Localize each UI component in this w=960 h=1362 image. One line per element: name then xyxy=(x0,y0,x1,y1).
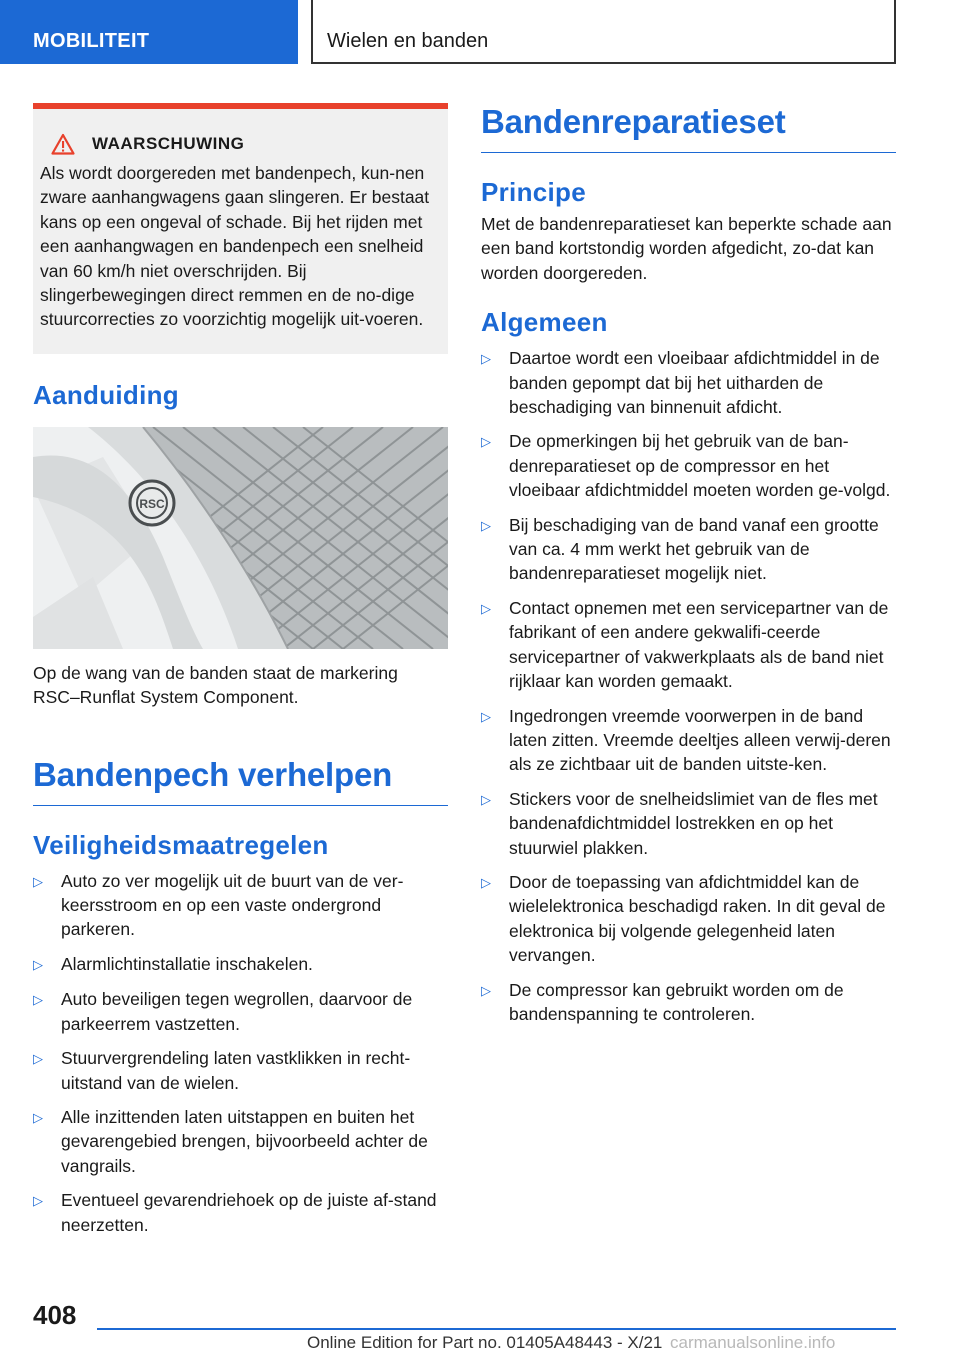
list-item: ▷ De compressor kan gebruikt worden om de bandenspanning te controleren. xyxy=(481,978,896,1027)
bullet-triangle-icon: ▷ xyxy=(33,1109,43,1125)
aanduiding-caption: Op de wang van de banden staat de markering RSC–Runflat System Component. xyxy=(33,662,398,708)
veiligheid-list xyxy=(33,869,448,1237)
rsc-logo-icon xyxy=(130,481,174,525)
list-item: ▷ Door de toepassing van afdichtmiddel kan de wielelektronica beschadigd raken. In dit geval de elektronica bij volgende gelegenheid laten vervangen. xyxy=(481,870,896,968)
list-item: ▷ Auto beveiligen tegen wegrollen, daarvoor de parkeerrem vastzetten. xyxy=(33,987,448,1036)
algemeen-heading: Algemeen xyxy=(481,307,608,338)
page-number: 408 xyxy=(33,1300,77,1330)
bullet-triangle-icon: ▷ xyxy=(33,992,43,1008)
algemeen-list xyxy=(481,346,896,1026)
bullet-triangle-icon: ▷ xyxy=(33,1051,43,1067)
aanduiding-heading: Aanduiding xyxy=(33,379,179,410)
footer-watermark: carmanualsonline.info xyxy=(670,1333,836,1352)
principe-heading: Principe xyxy=(481,177,586,207)
section-tab: MOBILITEIT xyxy=(0,0,298,64)
bullet-triangle-icon: ▷ xyxy=(33,873,43,889)
list-item: ▷ Alarmlichtinstallatie inschakelen. xyxy=(33,952,448,977)
footer-divider xyxy=(97,1328,896,1330)
bullet-triangle-icon: ▷ xyxy=(481,982,491,998)
list-item: ▷ Auto zo ver mogelijk uit de buurt van de ver-keersstroom en op een vaste ondergrond parkeren. xyxy=(33,869,448,942)
list-item: ▷ Stuurvergrendeling laten vastklikken in recht-uitstand van de wielen. xyxy=(33,1046,448,1095)
left-column xyxy=(33,103,448,1247)
right-column xyxy=(481,103,896,1036)
footer-edition: Online Edition for Part no. 01405A48443 - X/21 xyxy=(307,1333,663,1352)
list-item: ▷ Bij beschadiging van de band vanaf een grootte van ca. 4 mm werkt het gebruik van de bandenreparatieset mogelijk niet. xyxy=(481,513,896,586)
bullet-triangle-icon: ▷ xyxy=(481,791,491,807)
warning-triangle-icon xyxy=(51,133,75,155)
list-item: ▷ Eventueel gevarendriehoek op de juiste af-stand neerzetten. xyxy=(33,1188,448,1237)
list-item: ▷ Stickers voor de snelheidslimiet van de fles met bandenafdichtmiddel lostrekken en op het stuurwiel plakken. xyxy=(481,787,896,860)
list-item: ▷ Alle inzittenden laten uitstappen en buiten het gevarengebied brengen, bijvoorbeeld achter de vangrails. xyxy=(33,1105,448,1178)
bullet-triangle-icon: ▷ xyxy=(481,600,491,616)
bullet-triangle-icon: ▷ xyxy=(33,956,43,972)
bullet-triangle-icon: ▷ xyxy=(481,874,491,890)
tire-illustration xyxy=(33,427,448,649)
warning-box xyxy=(33,103,448,354)
bullet-triangle-icon: ▷ xyxy=(481,434,491,450)
tire-sidewall-image xyxy=(33,427,448,649)
list-item: ▷ Daartoe wordt een vloeibaar afdichtmiddel in de banden gepompt dat bij het uitharden de beschadiging van binnenuit afdicht. xyxy=(481,346,896,419)
warning-label: WAARSCHUWING xyxy=(92,134,245,153)
warning-text: Als wordt doorgereden met bandenpech, kun-nen zware aanhangwagens gaan slingeren. Er bestaat kans op een ongeval of schade. Bij het rijden met een aanhangwagen en bandenpech een snelheid van 60 km/h niet overschrijden. Bij slingerbewegingen direct remmen en de no-dige stuurcorrecties zo voorzichtig mogelijk uit-voeren. xyxy=(40,163,430,330)
rsc-logo-text: RSC xyxy=(139,496,165,511)
warning-header xyxy=(39,133,438,155)
bullet-triangle-icon: ▷ xyxy=(481,517,491,533)
chapter-title: Wielen en banden xyxy=(311,0,896,64)
reparatieset-heading: Bandenreparatieset xyxy=(481,103,896,153)
list-item: ▷ De opmerkingen bij het gebruik van de ban-denreparatieset op de compressor en het vloeibaar afdichtmiddel moeten worden ge-volgd. xyxy=(481,429,896,502)
bullet-triangle-icon: ▷ xyxy=(33,1193,43,1209)
veiligheid-heading: Veiligheidsmaatregelen xyxy=(33,829,329,860)
list-item: ▷ Ingedrongen vreemde voorwerpen in de band laten zitten. Vreemde deeltjes alleen verwij-deren als ze zichtbaar uit de banden uitste-ken. xyxy=(481,704,896,777)
bullet-triangle-icon: ▷ xyxy=(481,351,491,367)
principe-text: Met de bandenreparatieset kan beperkte schade aan een band kortstondig worden afgedicht, zo-dat kan worden doorgereden. xyxy=(481,214,892,283)
bandenpech-heading: Bandenpech verhelpen xyxy=(33,756,448,806)
list-item: ▷ Contact opnemen met een servicepartner van de fabrikant of een andere gekwalifi-ceerde servicepartner of vakwerkplaats als de band niet rijklaar kan worden gemaakt. xyxy=(481,596,896,694)
bullet-triangle-icon: ▷ xyxy=(481,708,491,724)
